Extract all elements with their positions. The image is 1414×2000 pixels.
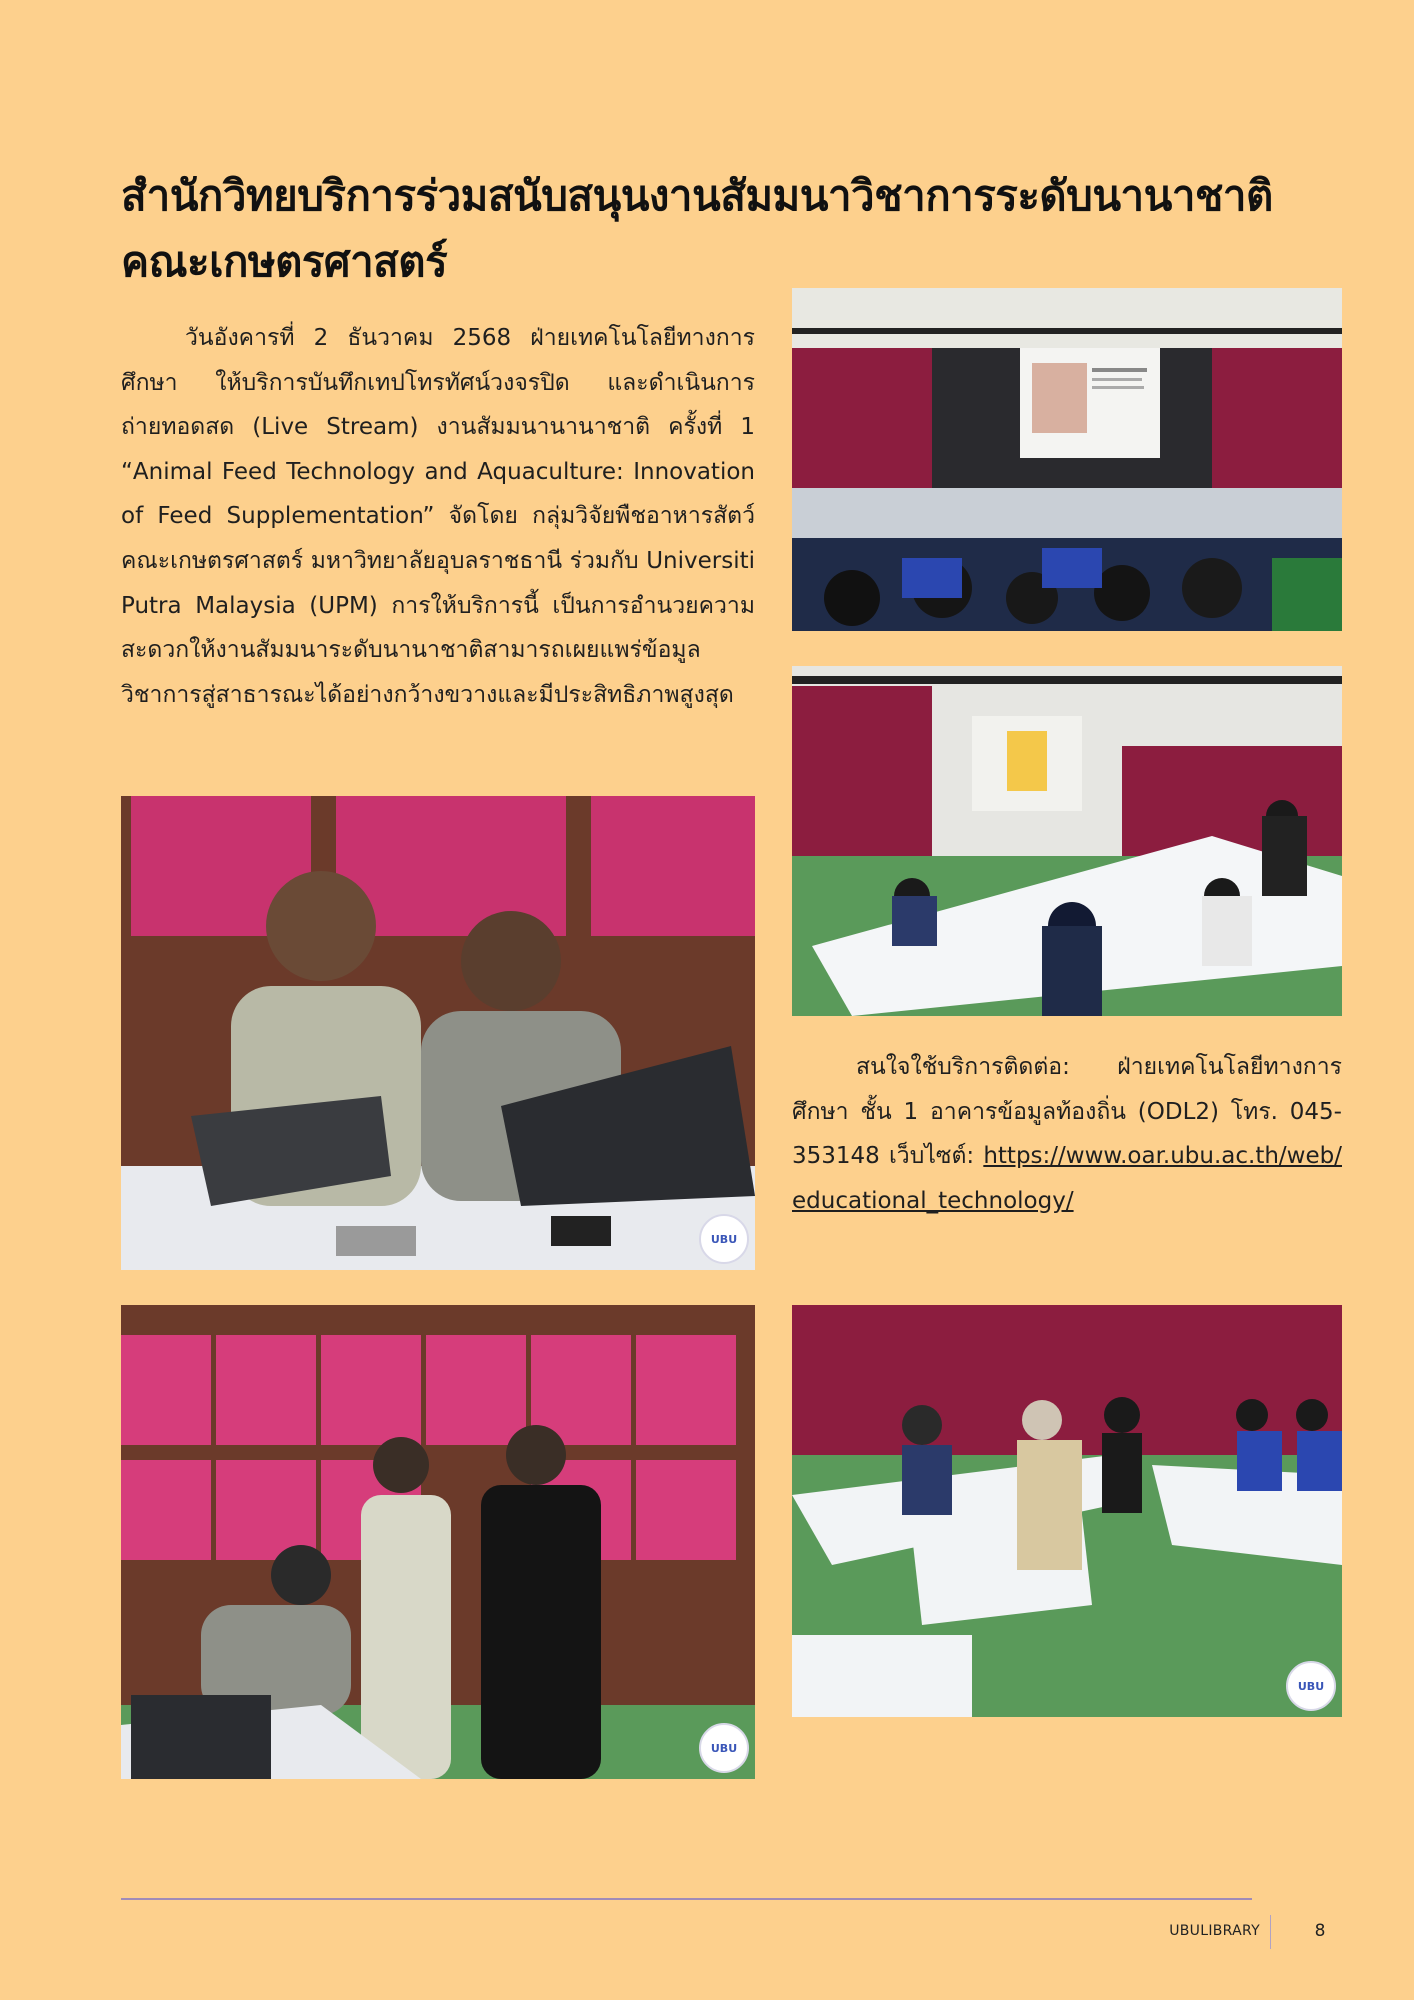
photo-participants-discussion: [792, 1305, 1342, 1717]
footer-brand: UBULIBRARY: [1169, 1923, 1260, 1939]
footer-separator: [1270, 1915, 1271, 1949]
article-title: [121, 163, 1301, 295]
footer-divider: [121, 1898, 1252, 1900]
photo-staff-at-laptops: [121, 796, 755, 1270]
photo-seminar-hall-presentation: [792, 288, 1342, 631]
photo-control-desk-team: [121, 1305, 755, 1779]
ubu-library-badge: UBU: [699, 1214, 749, 1264]
photo-staff-at-laptops-graphic: [121, 796, 755, 1270]
contact-text: สนใจใช้บริการติดต่อ: ฝ่ายเทคโนโลยีทางการศึกษา ชั้น 1 อาคารข้อมูลท้องถิ่น (ODL2) โทร. 045-353148 เว็บไซต์:: [792, 1054, 1342, 1170]
article-title-line1: สำนักวิทยบริการร่วมสนับสนุนงานสัมมนาวิชาการระดับนานาชาติ: [121, 171, 1273, 220]
photo-audience-room: [792, 666, 1342, 1016]
article-title-line2: คณะเกษตรศาสตร์: [121, 237, 448, 286]
ubu-library-badge: UBU: [1286, 1661, 1336, 1711]
page-number: 8: [1314, 1921, 1326, 1941]
ubu-library-badge: UBU: [699, 1723, 749, 1773]
contact-website-link[interactable]: https://www.oar.ubu.ac.th/web/educational_technology/: [792, 1143, 1342, 1214]
contact-info: [792, 1045, 1342, 1223]
photo-audience-room-graphic: [792, 666, 1342, 1016]
photo-participants-discussion-graphic: [792, 1305, 1342, 1717]
photo-control-desk-team-graphic: [121, 1305, 755, 1779]
photo-seminar-hall-presentation-graphic: [792, 288, 1342, 631]
article-body-text: วันอังคารที่ 2 ธันวาคม 2568 ฝ่ายเทคโนโลยีทางการศึกษา ให้บริการบันทึกเทปโทรทัศน์วงจรปิด และดำเนินการถ่ายทอดสด (Live Stream) งานสัมมนานานาชาติ ครั้งที่ 1 “Animal Feed Technology and Aquaculture: Innovation of Feed Supplementation” จัดโดย กลุ่มวิจัยพืชอาหารสัตว์ คณะเกษตรศาสตร์ มหาวิทยาลัยอุบลราชธานี ร่วมกับ Universiti Putra Malaysia (UPM) การให้บริการนี้ เป็นการอำนวยความสะดวกให้งานสัมมนาระดับนานาชาติสามารถเผยแพร่ข้อมูลวิชาการสู่สาธารณะได้อย่างกว้างขวางและมีประสิทธิภาพสูงสุด: [121, 325, 755, 708]
article-body: [121, 316, 755, 717]
